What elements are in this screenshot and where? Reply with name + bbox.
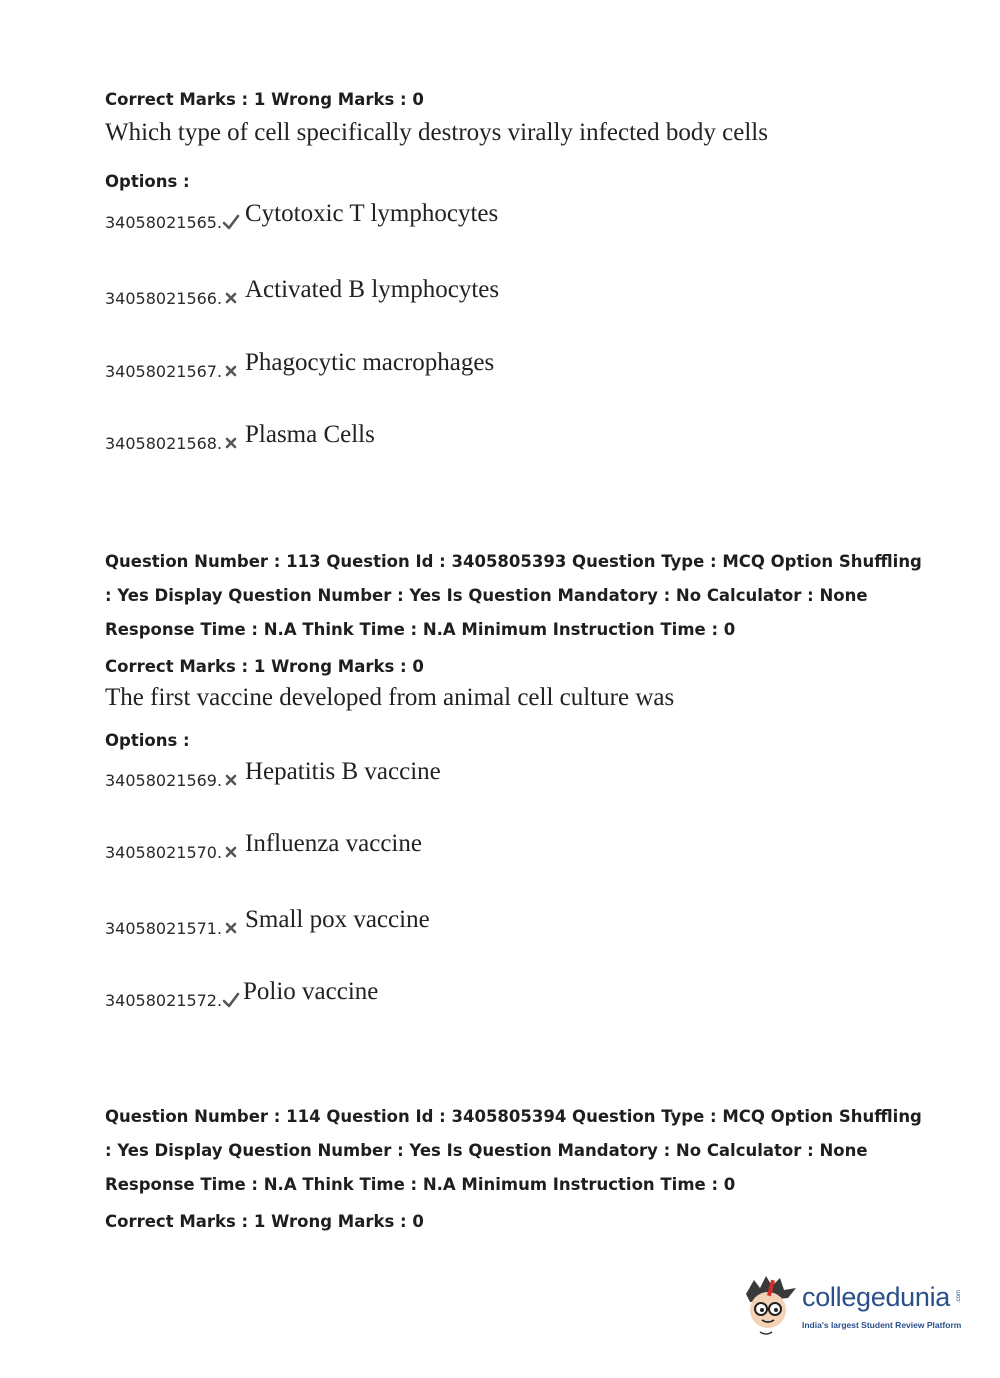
q113-meta: Question Number : 113 Question Id : 3405805393 Question Type : MCQ Option Shuffling : Yes Display Question Number : Yes Is Question Mandatory : No Calculator : None Response Time : N.A Think Time : N.A Minimum Instruction Time : 0 <box>105 552 922 639</box>
option-text: Influenza vaccine <box>245 830 422 857</box>
cross-icon <box>222 363 240 379</box>
option-text: Hepatitis B vaccine <box>245 758 441 785</box>
option-id: 34058021567. <box>105 362 223 381</box>
option-id: 34058021568. <box>105 434 223 453</box>
q113-options-label: Options : <box>105 731 190 750</box>
option-id: 34058021565. <box>105 213 223 232</box>
collegedunia-logo <box>740 1272 970 1342</box>
cross-icon <box>222 772 240 788</box>
cross-icon <box>222 844 240 860</box>
option-text: Plasma Cells <box>245 421 375 448</box>
cross-icon <box>222 290 240 306</box>
option-text: Small pox vaccine <box>245 906 430 933</box>
check-icon <box>222 214 240 230</box>
option-id: 34058021569. <box>105 771 223 790</box>
q112-options-label: Options : <box>105 172 190 191</box>
option-text: Phagocytic macrophages <box>245 349 495 376</box>
option-text: Activated B lymphocytes <box>245 276 500 303</box>
option-text: Cytotoxic T lymphocytes <box>245 200 499 227</box>
q112-marks: Correct Marks : 1 Wrong Marks : 0 <box>105 90 424 109</box>
q114-marks: Correct Marks : 1 Wrong Marks : 0 <box>105 1212 424 1231</box>
option-id: 34058021571. <box>105 919 223 938</box>
q113-marks: Correct Marks : 1 Wrong Marks : 0 <box>105 657 424 676</box>
cross-icon <box>222 920 240 936</box>
mascot-icon <box>740 1272 802 1342</box>
q113-question-text: The first vaccine developed from animal cell culture was <box>105 684 675 711</box>
option-text: Polio vaccine <box>243 978 379 1005</box>
logo-wordmark: collegedunia <box>802 1282 951 1312</box>
option-id: 34058021566. <box>105 289 223 308</box>
q112-question-text: Which type of cell specifically destroys virally infected body cells <box>105 119 768 146</box>
logo-suffix: .com <box>956 1290 962 1304</box>
q114-meta: Question Number : 114 Question Id : 3405805394 Question Type : MCQ Option Shuffling : Yes Display Question Number : Yes Is Question Mandatory : No Calculator : None Response Time : N.A Think Time : N.A Minimum Instruction Time : 0 <box>105 1107 922 1194</box>
option-id: 34058021572. <box>105 991 223 1010</box>
check-icon <box>222 992 240 1008</box>
logo-tagline: India's largest Student Review Platform <box>802 1320 962 1330</box>
option-id: 34058021570. <box>105 843 223 862</box>
cross-icon <box>222 435 240 451</box>
